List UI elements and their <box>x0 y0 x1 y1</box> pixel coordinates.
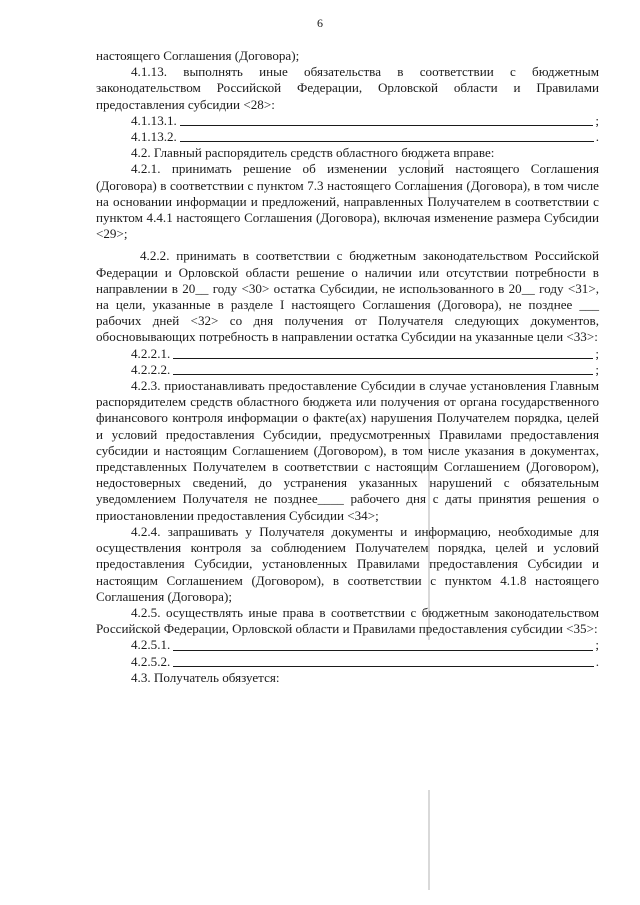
blank-line <box>180 113 594 126</box>
page-number: 6 <box>317 16 323 30</box>
fill-line-label: 4.2.5.2. <box>131 653 171 669</box>
fill-line-end: ; <box>595 361 599 377</box>
blank-line <box>180 129 594 142</box>
fill-line-end: . <box>595 653 599 669</box>
fill-line-label: 4.1.13.1. <box>131 112 177 128</box>
fill-line-4-1-13-1 <box>96 113 599 129</box>
fill-line-end: ; <box>595 112 599 128</box>
fill-line-label: 4.2.2.2. <box>131 361 171 377</box>
fill-line-end: . <box>595 129 599 145</box>
paragraph-4-1-13: 4.1.13. выполнять иные обязательства в соответствии с бюджетным законодательством Российской Федерации, Орловской области и Правилами предоставления субсидии <28>: <box>96 64 599 112</box>
fill-line-label: 4.2.5.1. <box>131 637 171 653</box>
fill-line-4-2-2-1 <box>96 346 599 362</box>
fill-line-label: 4.1.13.2. <box>131 129 177 145</box>
fill-line-4-2-2-2 <box>96 362 599 378</box>
fill-line-end: ; <box>595 637 599 653</box>
fill-line-4-1-13-2 <box>96 129 599 145</box>
paragraph-4-2-2: 4.2.2. принимать в соответствии с бюджетным законодательством Российской Федерации и Орловской области решение о наличии или отсутствии потребности в направлении в 20__ году <30> остатка Субсидии, не использованного в 20__ году <31>, на цели, указанные в разделе I настоящего Соглашения (Договора), не позднее ___ рабочих дней <32> со дня получения от Получателя следующих документов, обосновывающих потребность в направлении остатка Субсидии на указанные цели <33>: <box>96 248 599 345</box>
fill-line-4-2-5-2 <box>96 654 599 670</box>
document-body <box>96 48 599 686</box>
paragraph-4-2-3: 4.2.3. приостанавливать предоставление Субсидии в случае установления Главным распорядителем средств областного бюджета или получения от органа государственного финансового контроля информации о факте(ах) нарушения Получателем порядка, целей и условий предоставления Субсидии, предусмотренных Правилами предоставления субсидии и настоящим Соглашением (Договором), в том числе указания в документах, представленных Получателем в соответствии с настоящим Соглашением (Договором), недостоверных сведений, до устранения указанных нарушений с обязательным уведомлением Получателя не позднее____ рабочего дня с даты принятия решения о приостановлении предоставления Субсидии <34>; <box>96 378 599 523</box>
paragraph-4-2-4: 4.2.4. запрашивать у Получателя документы и информацию, необходимые для осуществления контроля за соблюдением Получателем порядка, целей и условий предоставления Субсидии, установленных Правилами предоставления Субсидии и настоящим Соглашением (Договором), в соответствии с пунктом 4.1.8 настоящего Соглашения (Договора); <box>96 523 599 604</box>
paragraph: настоящего Соглашения (Договора); <box>96 48 300 63</box>
fill-line-label: 4.2.2.1. <box>131 345 171 361</box>
paragraph-4-2: 4.2. Главный распорядитель средств областного бюджета вправе: <box>131 145 495 161</box>
blank-line <box>173 346 593 359</box>
paragraph-4-2-1: 4.2.1. принимать решение об изменении условий настоящего Соглашения (Договора) в соответствии с пунктом 7.3 настоящего Соглашения (Договора), в том числе на основании информации и предложений, направленных Получателем в соответствии с пунктом 4.4.1 настоящего Соглашения (Договора), включая изменение размера Субсидии <29>; <box>96 161 599 242</box>
blank-line <box>173 638 593 651</box>
blank-line <box>173 654 593 667</box>
blank-line <box>173 362 593 375</box>
paragraph-4-2-5: 4.2.5. осуществлять иные права в соответствии с бюджетным законодательством Российской Федерации, Орловской области и Правилами предоставления субсидии <35>: <box>96 604 599 637</box>
fill-line-end: ; <box>595 345 599 361</box>
scan-artifact <box>428 790 430 890</box>
fill-line-4-2-5-1 <box>96 637 599 653</box>
paragraph-4-3: 4.3. Получатель обязуется: <box>131 669 280 685</box>
